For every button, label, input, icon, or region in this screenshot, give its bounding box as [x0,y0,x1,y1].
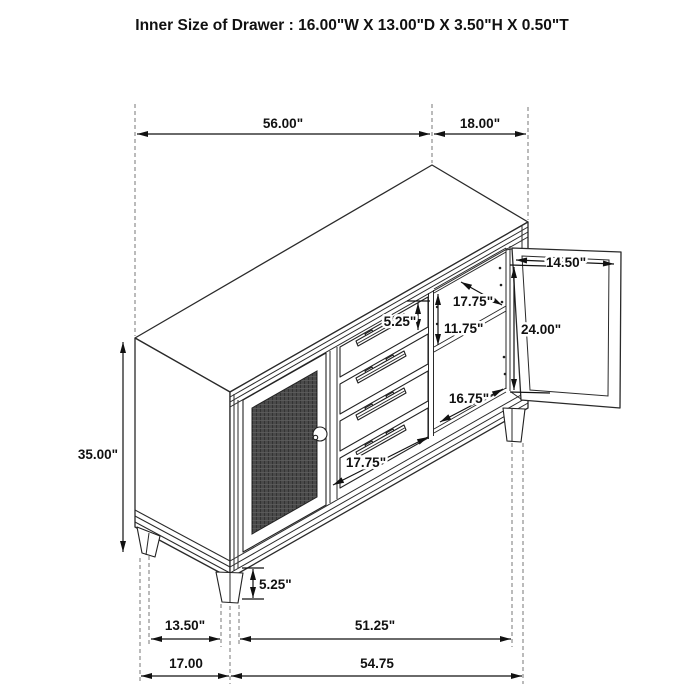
interior-depth-label: 17.75" [452,294,494,309]
dimension-overall-depth [434,116,526,134]
drawer-width-label: 17.75" [345,455,387,470]
door-width-label: 14.50" [545,255,587,270]
dimension-overall-height [78,342,123,552]
leg-span-front-label: 51.25" [354,618,396,633]
base-depth-label: 17.00 [169,656,203,671]
dimension-base-width [231,656,522,676]
door-knob-base [313,435,317,439]
drawer-front-height-label: 5.25" [383,314,417,329]
dimension-leg-height [242,568,292,599]
diagram-title: Inner Size of Drawer : 16.00"W X 13.00"D X 3.50"H X 0.50"T [135,17,569,34]
sideboard-cabinet [135,165,621,603]
interior-height-label: 24.00" [521,322,562,337]
shelf-opening-height-label: 11.75" [444,321,484,336]
overall-width-label: 56.00" [262,116,304,131]
leg-height-label: 5.25" [259,577,292,592]
front-right-leg [503,408,525,442]
leg-inset-side-label: 13.50" [164,618,206,633]
dimension-leg-span-front [240,618,511,639]
dimension-base-depth [141,656,229,676]
overall-depth-label: 18.00" [459,116,501,131]
dimension-overall-width [137,116,430,134]
overall-height-label: 35.00" [77,447,118,462]
dimension-leg-inset-side [151,618,220,639]
interior-width-label: 16.75" [448,391,490,406]
base-width-label: 54.75 [360,656,394,671]
